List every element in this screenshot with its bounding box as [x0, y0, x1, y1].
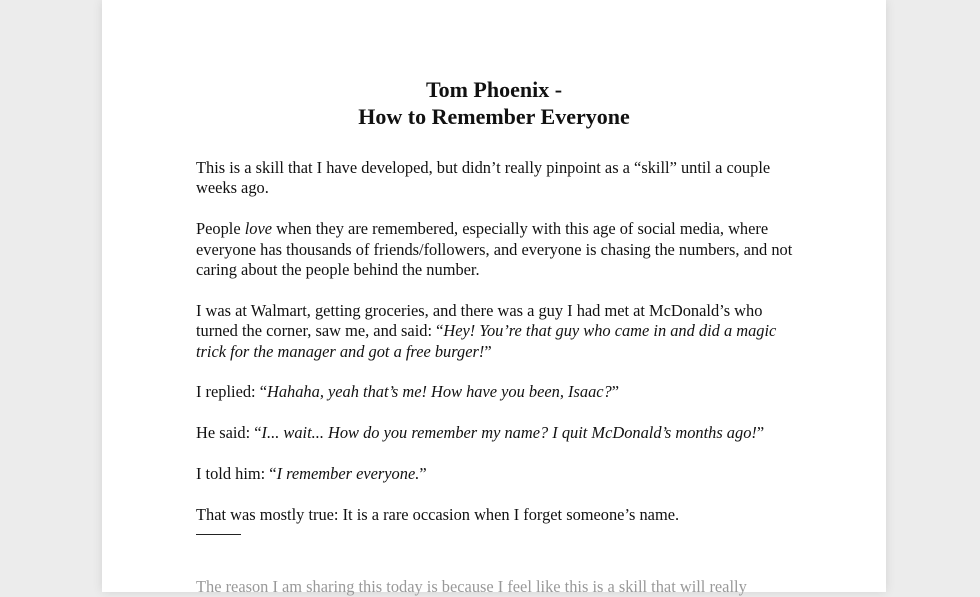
title-line-2: How to Remember Everyone: [358, 104, 630, 129]
paragraph-4-text: I replied: “: [196, 382, 267, 402]
paragraph-5-text: He said: “: [196, 423, 262, 443]
paragraph-3-close: ”: [484, 341, 492, 361]
paragraph-3: [196, 301, 800, 362]
partial-next-line: [196, 577, 800, 596]
paragraph-7: That was mostly true: It is a rare occasion when I forget someone’s name.: [196, 504, 680, 524]
paragraph-6: [196, 464, 800, 484]
paragraph-3-text: I was at Walmart, getting groceries, and there was a guy I had met at McDonald’s who turned the corner, saw me, and said: “: [196, 300, 763, 341]
paragraph-2-emphasis: love: [244, 219, 273, 239]
paragraph-3-quote: Hey! You’re that guy who came in and did a magic trick for the manager and got a free burger!: [196, 321, 777, 361]
paragraph-2: [196, 219, 800, 280]
paragraph-4-quote: Hahaha, yeah that’s me! How have you been, Isaac?: [267, 382, 612, 402]
title-line-1: Tom Phoenix -: [425, 77, 563, 102]
document-body: [196, 158, 800, 535]
document-title: [102, 76, 886, 130]
paragraph-2-text-a: People: [196, 219, 245, 239]
paragraph-4-close: ”: [611, 382, 620, 402]
paragraph-4: [196, 382, 800, 402]
section-divider: [196, 534, 241, 535]
paragraph-6-text: I told him: “: [196, 464, 277, 484]
paragraph-6-quote: I remember everyone.: [276, 464, 420, 484]
paragraph-6-close: ”: [419, 464, 427, 484]
paragraph-5-close: ”: [756, 423, 765, 443]
paragraph-5: [196, 423, 800, 443]
paragraph-2-text-b: when they are remembered, especially with this age of social media, where everyone has thousands of friends/followers, and everyone is chasing the numbers, and not caring about the people behind the number.: [196, 219, 793, 280]
paragraph-5-quote: I... wait... How do you remember my name? I quit McDonald’s months ago!: [261, 423, 757, 443]
document-page: [102, 0, 886, 596]
paragraph-1: This is a skill that I have developed, but didn’t really pinpoint as a “skill” until a couple weeks ago.: [196, 158, 771, 198]
partial-line-text: The reason I am sharing this today is because I feel like this is a skill that will really: [196, 577, 747, 596]
